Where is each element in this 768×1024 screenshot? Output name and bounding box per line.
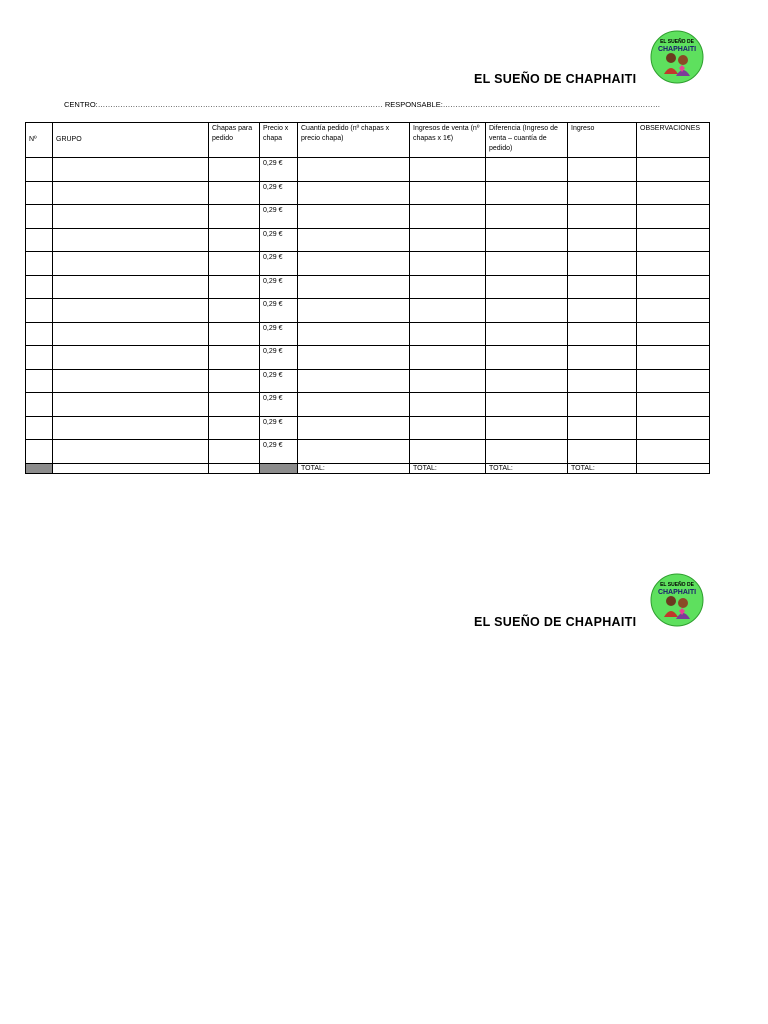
cell-ingresos-venta[interactable] [410, 181, 486, 205]
header-diferencia: Diferencia (Ingreso de venta – cuantía de pedido) [486, 123, 568, 158]
brand-title: EL SUEÑO DE CHAPHAITI [474, 72, 637, 86]
cell-ingresos-venta[interactable] [410, 416, 486, 440]
cell-observaciones[interactable] [637, 275, 710, 299]
cell-cuantia[interactable] [298, 181, 410, 205]
cell-diferencia[interactable] [486, 346, 568, 370]
chaphaiti-logo-second [650, 573, 704, 627]
cell-observaciones[interactable] [637, 416, 710, 440]
total-shaded-cell [26, 463, 53, 473]
logo-text-main: CHAPHAITI [657, 589, 697, 596]
cell-chapas[interactable] [209, 346, 260, 370]
cell-diferencia[interactable] [486, 299, 568, 323]
cell-grupo[interactable] [53, 440, 209, 464]
cell-observaciones[interactable] [637, 228, 710, 252]
cell-ingreso[interactable] [568, 158, 637, 182]
cell-observaciones[interactable] [637, 181, 710, 205]
cell-ingreso[interactable] [568, 205, 637, 229]
cell-ingresos-venta[interactable] [410, 158, 486, 182]
cell-grupo[interactable] [53, 158, 209, 182]
header-num: Nº [26, 123, 53, 158]
cell-precio: 0,29 € [260, 228, 298, 252]
cell-grupo[interactable] [53, 393, 209, 417]
cell-cuantia[interactable] [298, 369, 410, 393]
cell-cuantia[interactable] [298, 299, 410, 323]
cell-precio: 0,29 € [260, 369, 298, 393]
header-grupo: GRUPO [53, 123, 209, 158]
cell-ingresos-venta[interactable] [410, 393, 486, 417]
cell-grupo[interactable] [53, 275, 209, 299]
cell-diferencia[interactable] [486, 393, 568, 417]
cell-precio: 0,29 € [260, 275, 298, 299]
cell-observaciones[interactable] [637, 322, 710, 346]
total-diferencia-label: TOTAL: [486, 463, 568, 473]
cell-num[interactable] [26, 181, 53, 205]
cell-precio: 0,29 € [260, 299, 298, 323]
cell-ingresos-venta[interactable] [410, 252, 486, 276]
table-row [26, 299, 710, 323]
cell-ingreso[interactable] [568, 228, 637, 252]
table-row [26, 369, 710, 393]
table-row [26, 181, 710, 205]
cell-observaciones[interactable] [637, 252, 710, 276]
cell-grupo[interactable] [53, 252, 209, 276]
cell-observaciones[interactable] [637, 205, 710, 229]
cell-grupo[interactable] [53, 346, 209, 370]
total-precio-shaded-cell [260, 463, 298, 473]
cell-ingresos-venta[interactable] [410, 228, 486, 252]
logo-text-main: CHAPHAITI [657, 46, 697, 53]
cell-diferencia[interactable] [486, 205, 568, 229]
cell-chapas[interactable] [209, 275, 260, 299]
cell-ingreso[interactable] [568, 416, 637, 440]
cell-diferencia[interactable] [486, 440, 568, 464]
cell-precio: 0,29 € [260, 346, 298, 370]
cell-ingresos-venta[interactable] [410, 369, 486, 393]
cell-cuantia[interactable] [298, 275, 410, 299]
cell-chapas[interactable] [209, 205, 260, 229]
cell-num[interactable] [26, 322, 53, 346]
table-row [26, 322, 710, 346]
logo-text-top: EL SUEÑO DE [660, 39, 694, 45]
cell-ingresos-venta[interactable] [410, 205, 486, 229]
cell-chapas[interactable] [209, 322, 260, 346]
cell-ingresos-venta[interactable] [410, 346, 486, 370]
table-row [26, 346, 710, 370]
table-row [26, 275, 710, 299]
cell-cuantia[interactable] [298, 416, 410, 440]
cell-precio: 0,29 € [260, 252, 298, 276]
centro-label: CENTRO: [64, 100, 98, 109]
table-row [26, 416, 710, 440]
table-row [26, 205, 710, 229]
total-grupo-cell [53, 463, 209, 473]
table-row [26, 393, 710, 417]
cell-chapas[interactable] [209, 440, 260, 464]
cell-chapas[interactable] [209, 393, 260, 417]
cell-observaciones[interactable] [637, 393, 710, 417]
table-row [26, 440, 710, 464]
cell-num[interactable] [26, 252, 53, 276]
cell-chapas[interactable] [209, 369, 260, 393]
cell-diferencia[interactable] [486, 275, 568, 299]
cell-ingresos-venta[interactable] [410, 322, 486, 346]
cell-grupo[interactable] [53, 369, 209, 393]
cell-num[interactable] [26, 346, 53, 370]
cell-cuantia[interactable] [298, 346, 410, 370]
table-row [26, 228, 710, 252]
cell-precio: 0,29 € [260, 440, 298, 464]
cell-grupo[interactable] [53, 228, 209, 252]
header-cuantia: Cuantía pedido (nº chapas x precio chapa) [298, 123, 410, 158]
cell-precio: 0,29 € [260, 393, 298, 417]
cell-cuantia[interactable] [298, 205, 410, 229]
cell-ingreso[interactable] [568, 440, 637, 464]
total-ingreso-label: TOTAL: [568, 463, 637, 473]
cell-ingreso[interactable] [568, 181, 637, 205]
total-ingresos-label: TOTAL: [410, 463, 486, 473]
cell-num[interactable] [26, 275, 53, 299]
responsable-label: RESPONSABLE: [384, 100, 443, 109]
cell-diferencia[interactable] [486, 158, 568, 182]
cell-precio: 0,29 € [260, 158, 298, 182]
table-row [26, 158, 710, 182]
cell-ingreso[interactable] [568, 275, 637, 299]
orders-table [25, 122, 710, 474]
cell-ingreso[interactable] [568, 346, 637, 370]
cell-observaciones[interactable] [637, 346, 710, 370]
cell-observaciones[interactable] [637, 369, 710, 393]
table-header-row [26, 123, 710, 158]
responsable-field[interactable]: …………………………………………………………………………… [442, 100, 661, 109]
cell-chapas[interactable] [209, 158, 260, 182]
cell-ingreso[interactable] [568, 393, 637, 417]
cell-precio: 0,29 € [260, 181, 298, 205]
cell-precio: 0,29 € [260, 205, 298, 229]
cell-num[interactable] [26, 228, 53, 252]
cell-grupo[interactable] [53, 299, 209, 323]
cell-ingresos-venta[interactable] [410, 275, 486, 299]
cell-cuantia[interactable] [298, 393, 410, 417]
cell-chapas[interactable] [209, 252, 260, 276]
header-chapas: Chapas para pedido [209, 123, 260, 158]
cell-cuantia[interactable] [298, 440, 410, 464]
cell-ingresos-venta[interactable] [410, 440, 486, 464]
total-row [26, 463, 710, 473]
cell-ingreso[interactable] [568, 322, 637, 346]
cell-num[interactable] [26, 393, 53, 417]
cell-cuantia[interactable] [298, 252, 410, 276]
cell-chapas[interactable] [209, 416, 260, 440]
cell-num[interactable] [26, 299, 53, 323]
cell-diferencia[interactable] [486, 228, 568, 252]
total-cuantia-label: TOTAL: [298, 463, 410, 473]
cell-grupo[interactable] [53, 322, 209, 346]
header-observaciones: OBSERVACIONES [637, 123, 710, 158]
cell-diferencia[interactable] [486, 322, 568, 346]
table-row [26, 252, 710, 276]
cell-ingresos-venta[interactable] [410, 299, 486, 323]
cell-diferencia[interactable] [486, 416, 568, 440]
cell-observaciones[interactable] [637, 158, 710, 182]
cell-chapas[interactable] [209, 299, 260, 323]
cell-chapas[interactable] [209, 181, 260, 205]
cell-grupo[interactable] [53, 205, 209, 229]
header-ingreso: Ingreso [568, 123, 637, 158]
header-precio: Precio x chapa [260, 123, 298, 158]
cell-precio: 0,29 € [260, 416, 298, 440]
cell-ingreso[interactable] [568, 369, 637, 393]
cell-chapas[interactable] [209, 228, 260, 252]
cell-cuantia[interactable] [298, 228, 410, 252]
total-chapas-cell [209, 463, 260, 473]
cell-diferencia[interactable] [486, 252, 568, 276]
cell-num[interactable] [26, 369, 53, 393]
centro-field[interactable]: …………………………………………………………………………………………………… [97, 100, 383, 109]
cell-grupo[interactable] [53, 416, 209, 440]
cell-num[interactable] [26, 205, 53, 229]
header-ingresos-venta: Ingresos de venta (nº chapas x 1€) [410, 123, 486, 158]
cell-cuantia[interactable] [298, 322, 410, 346]
cell-cuantia[interactable] [298, 158, 410, 182]
form-fields-line [64, 100, 660, 109]
cell-precio: 0,29 € [260, 322, 298, 346]
cell-ingreso[interactable] [568, 299, 637, 323]
cell-ingreso[interactable] [568, 252, 637, 276]
cell-observaciones[interactable] [637, 440, 710, 464]
cell-diferencia[interactable] [486, 369, 568, 393]
chaphaiti-logo [650, 30, 704, 84]
cell-num[interactable] [26, 158, 53, 182]
cell-diferencia[interactable] [486, 181, 568, 205]
cell-num[interactable] [26, 440, 53, 464]
cell-num[interactable] [26, 416, 53, 440]
total-observaciones-cell [637, 463, 710, 473]
cell-observaciones[interactable] [637, 299, 710, 323]
cell-grupo[interactable] [53, 181, 209, 205]
brand-title-second: EL SUEÑO DE CHAPHAITI [474, 615, 637, 629]
logo-text-top: EL SUEÑO DE [660, 582, 694, 588]
